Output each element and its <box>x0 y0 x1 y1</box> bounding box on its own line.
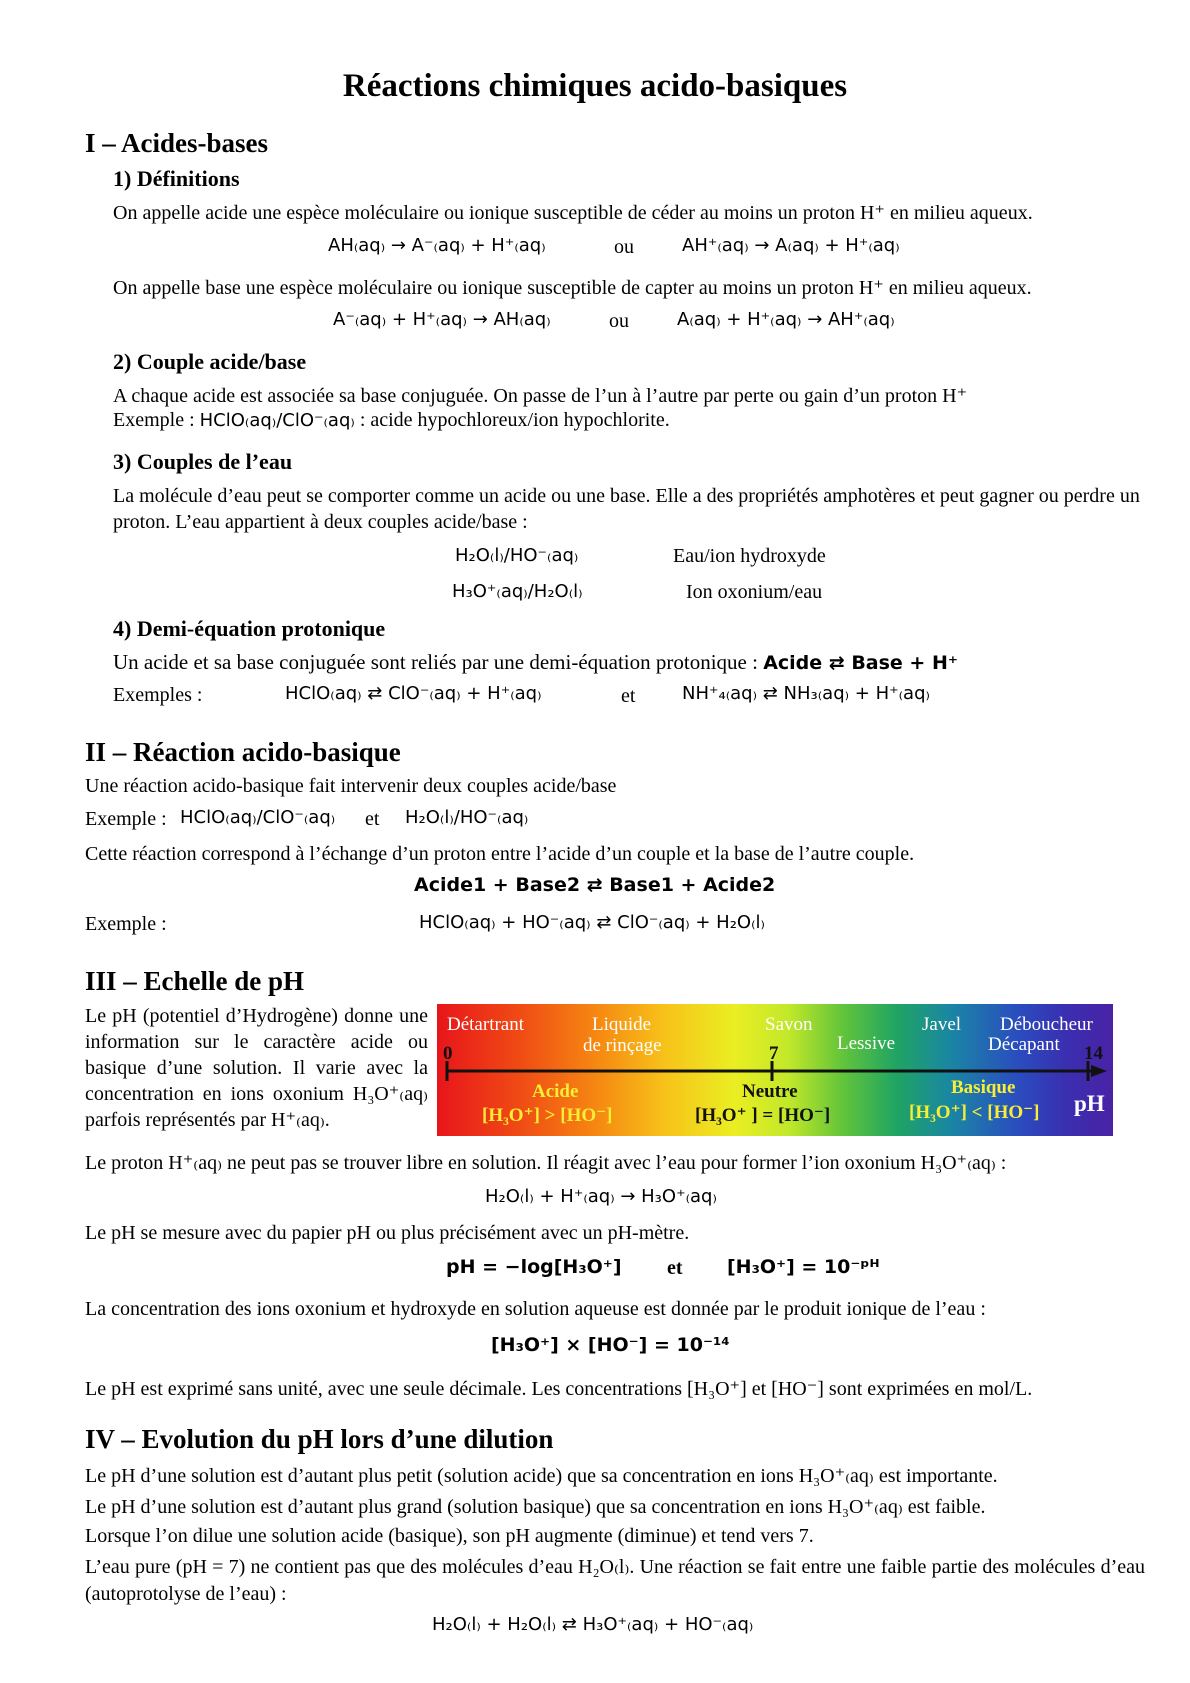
water-heading: 3) Couples de l’eau <box>113 449 293 474</box>
section-3-heading: III – Echelle de pH <box>85 966 305 996</box>
couple-example-text: : acide hypochloreux/ion hypochlorite. <box>354 409 670 431</box>
ph-tick-0-label: 0 <box>443 1043 453 1064</box>
couple-text: A chaque acide est associée sa base conjuguée. On passe de l’un à l’autre par perte ou gain d’un proton H⁺ <box>113 385 968 407</box>
demi-equation-line <box>113 650 958 675</box>
ph-acide-label: Acide <box>532 1081 579 1102</box>
water-text: La molécule d’eau peut se comporter comme un acide ou une base. Elle a des propriétés amphotères et peut gagner ou perdre un proton. L’eau appartient à deux couples acide/base : <box>113 485 1140 533</box>
dilution-line-3: Lorsque l’on dilue une solution acide (basique), son pH augmente (diminue) et tend vers 7. <box>85 1525 814 1547</box>
page-title: Réactions chimiques acido-basiques <box>342 68 848 104</box>
couple-heading: 2) Couple acide/base <box>113 349 307 374</box>
reaction-text-1: Une réaction acido-basique fait intervenir deux couples acide/base <box>85 775 617 797</box>
acid-equation-2: AH⁺₍aq₎ → A₍aq₎ + H⁺₍aq₎ <box>682 235 900 256</box>
base-equation-1: A⁻₍aq₎ + H⁺₍aq₎ → AH₍aq₎ <box>333 309 551 330</box>
ionic-product-equation: [H₃O⁺] × [HO⁻] = 10⁻¹⁴ <box>491 1334 730 1356</box>
general-reaction-equation: Acide1 + Base2 ⇄ Base1 + Acide2 <box>414 874 776 896</box>
reaction-example-couple-2: H₂O₍l₎/HO⁻₍aq₎ <box>405 807 529 828</box>
ph-formula-2: [H₃O⁺] = 10⁻ᵖᴴ <box>727 1256 880 1278</box>
ph-formula-1: pH = −log[H₃O⁺] <box>446 1256 622 1278</box>
ph-basique-relation: [H₃O⁺] < [HO⁻] <box>909 1102 1040 1123</box>
ph-label-decapant: Décapant <box>988 1034 1060 1055</box>
dilution-line-2: Le pH d’une solution est d’autant plus grand (solution basique) que sa concentration en ions H₃O⁺₍aq₎ est faible. <box>85 1496 986 1518</box>
or-text-2: ou <box>609 310 629 332</box>
demi-example-1: HClO₍aq₎ ⇄ ClO⁻₍aq₎ + H⁺₍aq₎ <box>285 683 542 704</box>
unit-text: Le pH est exprimé sans unité, avec une seule décimale. Les concentrations [H₃O⁺] et [HO⁻] sont exprimées en mol/L. <box>85 1378 1033 1400</box>
couple-example <box>113 409 670 432</box>
examples-label: Exemples : <box>113 684 203 706</box>
or-text-1: ou <box>614 236 634 258</box>
autoprotolysis-equation: H₂O₍l₎ + H₂O₍l₎ ⇄ H₃O⁺₍aq₎ + HO⁻₍aq₎ <box>432 1614 754 1635</box>
ph-axis-label: pH <box>1074 1091 1105 1116</box>
ph-label-deboucheur: Déboucheur <box>1000 1014 1093 1035</box>
acid-equation-1: AH₍aq₎ → A⁻₍aq₎ + H⁺₍aq₎ <box>328 235 546 256</box>
couple-example-equation: HClO₍aq₎/ClO⁻₍aq₎ <box>199 410 355 431</box>
and-text-1: et <box>621 685 636 707</box>
proton-equation: H₂O₍l₎ + H⁺₍aq₎ → H₃O⁺₍aq₎ <box>485 1186 717 1207</box>
water-couple-1: H₂O₍l₎/HO⁻₍aq₎ <box>455 545 579 566</box>
ph-tick-14-label: 14 <box>1084 1043 1103 1064</box>
ph-label-lessive: Lessive <box>837 1033 896 1054</box>
demi-equation-formula: Acide ⇄ Base + H⁺ <box>763 652 958 674</box>
water-couple-1-label: Eau/ion hydroxyde <box>673 545 826 567</box>
ph-label-savon: Savon <box>765 1014 813 1035</box>
and-text-3: et <box>667 1257 683 1279</box>
ph-tick-7-label: 7 <box>769 1043 779 1064</box>
measure-text: Le pH se mesure avec du papier pH ou plus précisément avec un pH-mètre. <box>85 1222 690 1244</box>
reaction-example-label: Exemple : <box>85 808 167 830</box>
ph-label-detartrant: Détartrant <box>447 1014 525 1035</box>
water-couple-2-label: Ion oxonium/eau <box>686 581 823 603</box>
ph-intro: Le pH (potentiel d’Hydrogène) donne une information sur le caractère acide ou basique d’une solution. Il varie avec la concentration en ions oxonium H₃O⁺₍aq₎ parfois représentés par H⁺₍aq₎. <box>85 1005 428 1131</box>
dilution-line-4: L’eau pure (pH = 7) ne contient pas que des molécules d’eau H₂O₍l₎. Une réaction se fait entre une faible partie des molécules d’eau (autoprotolyse de l’eau) : <box>85 1556 1145 1605</box>
demi-equation-text: Un acide et sa base conjuguée sont reliés par une demi-équation protonique : <box>113 650 764 674</box>
ph-neutre-label: Neutre <box>742 1081 798 1102</box>
ph-label-javel: Javel <box>922 1014 962 1035</box>
base-equation-2: A₍aq₎ + H⁺₍aq₎ → AH⁺₍aq₎ <box>677 309 895 330</box>
definitions-heading: 1) Définitions <box>113 166 240 191</box>
section-2-heading: II – Réaction acido-basique <box>85 737 401 767</box>
ph-neutre-relation: [H₃O⁺ ] = [HO⁻] <box>695 1105 831 1126</box>
reaction-text-2: Cette réaction correspond à l’échange d’un proton entre l’acide d’un couple et la base de l’autre couple. <box>85 843 915 865</box>
ph-label-liquide-1: Liquide <box>592 1014 652 1035</box>
ph-acide-relation: [H₃O⁺] > [HO⁻] <box>482 1105 613 1126</box>
water-couple-2: H₃O⁺₍aq₎/H₂O₍l₎ <box>452 581 583 602</box>
section-4-heading: IV – Evolution du pH lors d’une dilution <box>85 1424 554 1454</box>
ionic-product-text: La concentration des ions oxonium et hydroxyde en solution aqueuse est donnée par le produit ionique de l’eau : <box>85 1298 986 1320</box>
reaction-example-2-label: Exemple : <box>85 913 167 935</box>
ph-scale <box>437 1004 1113 1136</box>
base-definition: On appelle base une espèce moléculaire ou ionique susceptible de capter au moins un proton H⁺ en milieu aqueux. <box>113 277 1032 299</box>
reaction-example-couple-1: HClO₍aq₎/ClO⁻₍aq₎ <box>180 807 336 828</box>
couple-example-label: Exemple : <box>113 409 200 431</box>
proton-text: Le proton H⁺₍aq₎ ne peut pas se trouver libre en solution. Il réagit avec l’eau pour former l’ion oxonium H₃O⁺₍aq₎ : <box>85 1152 1007 1174</box>
reaction-example-2-equation: HClO₍aq₎ + HO⁻₍aq₎ ⇄ ClO⁻₍aq₎ + H₂O₍l₎ <box>419 912 765 933</box>
ph-label-liquide-2: de rinçage <box>583 1035 662 1056</box>
demi-equation-heading: 4) Demi-équation protonique <box>113 616 386 641</box>
demi-example-2: NH⁺₄₍aq₎ ⇄ NH₃₍aq₎ + H⁺₍aq₎ <box>682 683 930 704</box>
section-1-heading: I – Acides-bases <box>85 128 269 158</box>
dilution-line-1: Le pH d’une solution est d’autant plus petit (solution acide) que sa concentration en ions H₃O⁺₍aq₎ est importante. <box>85 1465 998 1487</box>
ph-basique-label: Basique <box>951 1077 1016 1098</box>
acid-definition: On appelle acide une espèce moléculaire ou ionique susceptible de céder au moins un proton H⁺ en milieu aqueux. <box>113 202 1033 224</box>
and-text-2: et <box>365 808 380 830</box>
